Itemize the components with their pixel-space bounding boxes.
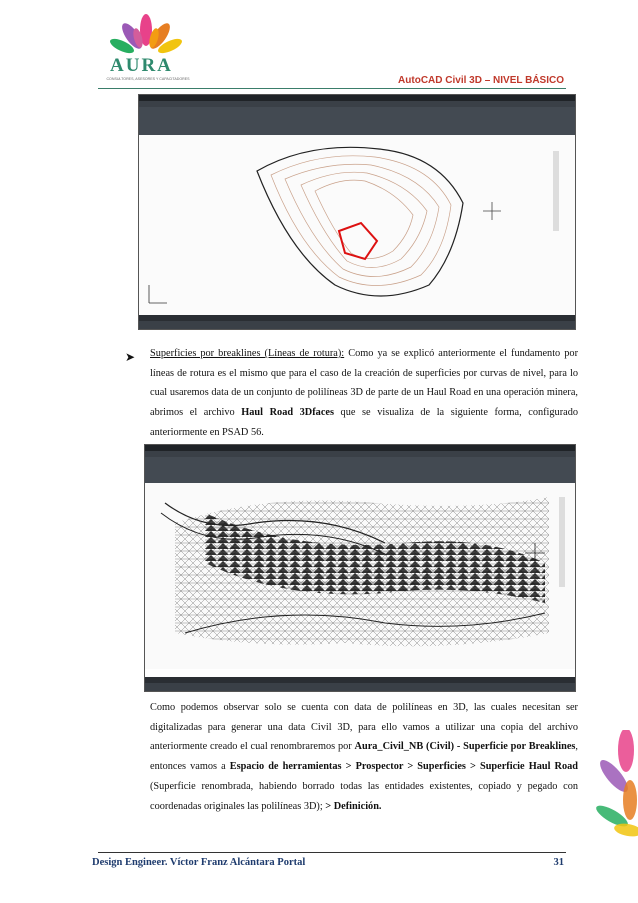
drawing-canvas [145, 483, 575, 669]
logo-subtitle: CONSULTORES, ASESORES Y CAPACITADORES [106, 77, 190, 81]
paragraph-heading: Superficies por breaklines (Líneas de rotura): [150, 348, 345, 359]
status-bar [145, 683, 575, 691]
file-name: Aura_Civil_NB (Civil) - Superficie por Breaklines [354, 741, 576, 753]
page-number: 31 [553, 857, 564, 868]
drawing-canvas [139, 135, 575, 315]
paragraph-breaklines [150, 344, 578, 443]
civil3d-screenshot-haul-road [144, 444, 576, 692]
paragraph-text: , entonces vamos a [150, 741, 578, 773]
footer-author: Design Engineer. Víctor Franz Alcántara Portal [92, 857, 306, 868]
decorative-flower-icon [578, 730, 638, 840]
civil3d-screenshot-contours [138, 94, 576, 330]
footer-divider [98, 852, 566, 853]
document-header-title: AutoCAD Civil 3D – NIVEL BÁSICO [398, 75, 564, 86]
paragraph-text-end: que se visualiza de la siguiente forma, configurado anteriormente en PSAD 56. [150, 407, 578, 438]
file-name: Haul Road 3Dfaces [241, 407, 334, 419]
menu-path-end: > Definición. [325, 800, 382, 812]
status-bar [139, 321, 575, 329]
bullet-arrow-icon: ➤ [125, 350, 136, 364]
paragraph-text: (Superficie renombrada, habiendo borrado todas las entidades existentes, copiado y pegado con coordenadas originales las polilíneas 3D); [150, 780, 578, 812]
navigation-bar[interactable] [553, 151, 559, 231]
logo-name: AURA [110, 55, 173, 76]
menu-path: Espacio de herramientas > Prospector > Superficies > Superficie Haul Road [229, 761, 578, 773]
ribbon-panels [139, 107, 575, 135]
ribbon-panels [145, 457, 575, 483]
paragraph-text: Como podemos observar solo se cuenta con data de polilíneas en 3D, las cuales necesitan ser digitalizadas para generar una data Civil 3D, para ello vamos a utilizar una copia del archivo anteriormente creado el cual renombraremos por [150, 702, 578, 753]
paragraph-text: Como ya se explicó anteriormente el fundamento por líneas de rotura es el mismo que para el caso de la creación de superficies por curvas de nivel, para lo cual usaremos data de un conjunto de polilíneas 3D de parte de un Haul Road en una operación minera, abrimos el archivo [150, 348, 578, 419]
ribbon [139, 95, 575, 135]
header-divider [98, 88, 566, 89]
ribbon [145, 445, 575, 483]
navigation-bar[interactable] [559, 497, 565, 587]
paragraph-definition [150, 698, 578, 816]
